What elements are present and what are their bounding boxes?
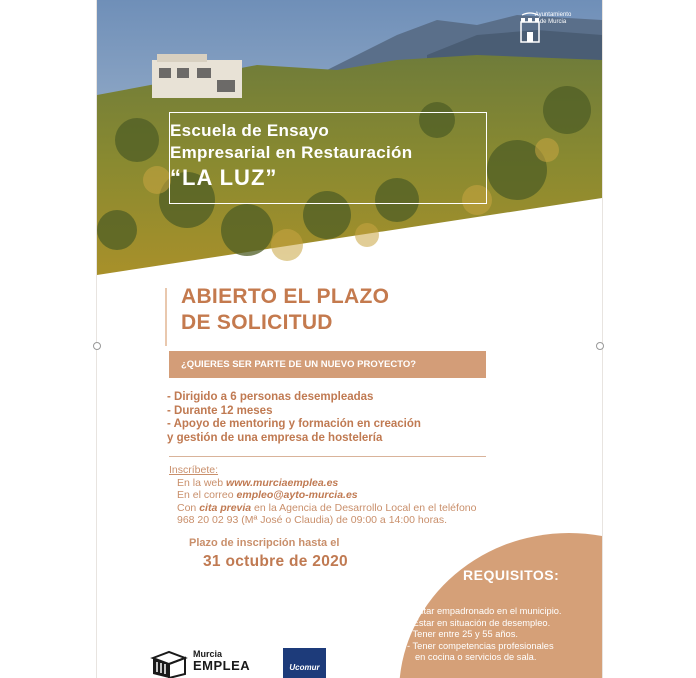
villa xyxy=(152,54,242,98)
web-link[interactable]: www.murciaemplea.es xyxy=(226,476,339,489)
ucomur-logo: Ucomur xyxy=(283,648,326,678)
cita-suffix: en la Agencia de Desarrollo Local en el teléfono xyxy=(251,501,477,514)
ayuntamiento-logo xyxy=(518,12,588,26)
requisito-item: - Estar en situación de desempleo. xyxy=(407,617,551,628)
cita-prefix: Con xyxy=(177,501,200,514)
requisito-item: - Estar empadronado en el municipio. xyxy=(407,606,562,616)
castle-crest-icon xyxy=(518,12,542,44)
benefit-item: - Durante 12 meses xyxy=(167,404,273,417)
main-heading-line1: ABIERTO EL PLAZO xyxy=(181,285,390,308)
mail-prefix: En el correo xyxy=(177,489,237,501)
requisito-item: - Tener competencias profesionales xyxy=(407,640,554,651)
requisito-item: en cocina o servicios de sala. xyxy=(415,652,537,662)
murcia-logo-line1: Murcia xyxy=(193,649,223,659)
benefits-list xyxy=(167,391,421,445)
main-heading-line2: DE SOLICITUD xyxy=(181,311,333,334)
hero-image xyxy=(97,0,602,275)
benefit-item: y gestión de una empresa de hostelería xyxy=(167,431,383,444)
phone-line: 968 20 02 93 (Mª José o Claudia) de 09:00 a 14:00 horas. xyxy=(177,514,448,526)
divider xyxy=(169,456,486,457)
ayuntamiento-line2: de Murcia xyxy=(539,19,567,25)
murcia-emplea-logo xyxy=(149,648,259,678)
ayuntamiento-line1: Ayuntamiento xyxy=(534,12,572,18)
requisito-item: - Tener entre 25 y 55 años. xyxy=(407,629,518,639)
main-heading xyxy=(165,284,389,336)
project-banner: ¿QUIERES SER PARTE DE UN NUEVO PROYECTO? xyxy=(169,351,486,378)
murcia-logo-line2: EMPLEA xyxy=(193,658,251,673)
email-link[interactable]: empleo@ayto-murcia.es xyxy=(236,489,358,501)
deadline-date: 31 octubre de 2020 xyxy=(203,553,348,570)
cube-logo-icon xyxy=(149,648,189,678)
contact-label: Inscríbete: xyxy=(169,464,219,476)
benefit-item: - Dirigido a 6 personas desempleadas xyxy=(167,391,374,403)
title-line-3: “LA LUZ” xyxy=(170,165,278,190)
requisitos-title: REQUISITOS: xyxy=(463,567,560,583)
benefit-item: - Apoyo de mentoring y formación en creación xyxy=(167,418,421,430)
cita-previa: cita previa xyxy=(199,501,252,514)
web-prefix: En la web xyxy=(177,476,227,489)
title-line-1: Escuela de Ensayo xyxy=(170,121,330,140)
title-frame xyxy=(169,112,487,204)
poster xyxy=(96,0,603,678)
title-line-2: Empresarial en Restauración xyxy=(170,143,413,162)
contact-info xyxy=(169,464,476,527)
right-edge-handle xyxy=(596,342,604,350)
left-edge-handle xyxy=(93,342,101,350)
deadline-label: Plazo de inscripción hasta el xyxy=(189,537,340,549)
requisitos-list xyxy=(407,606,562,664)
